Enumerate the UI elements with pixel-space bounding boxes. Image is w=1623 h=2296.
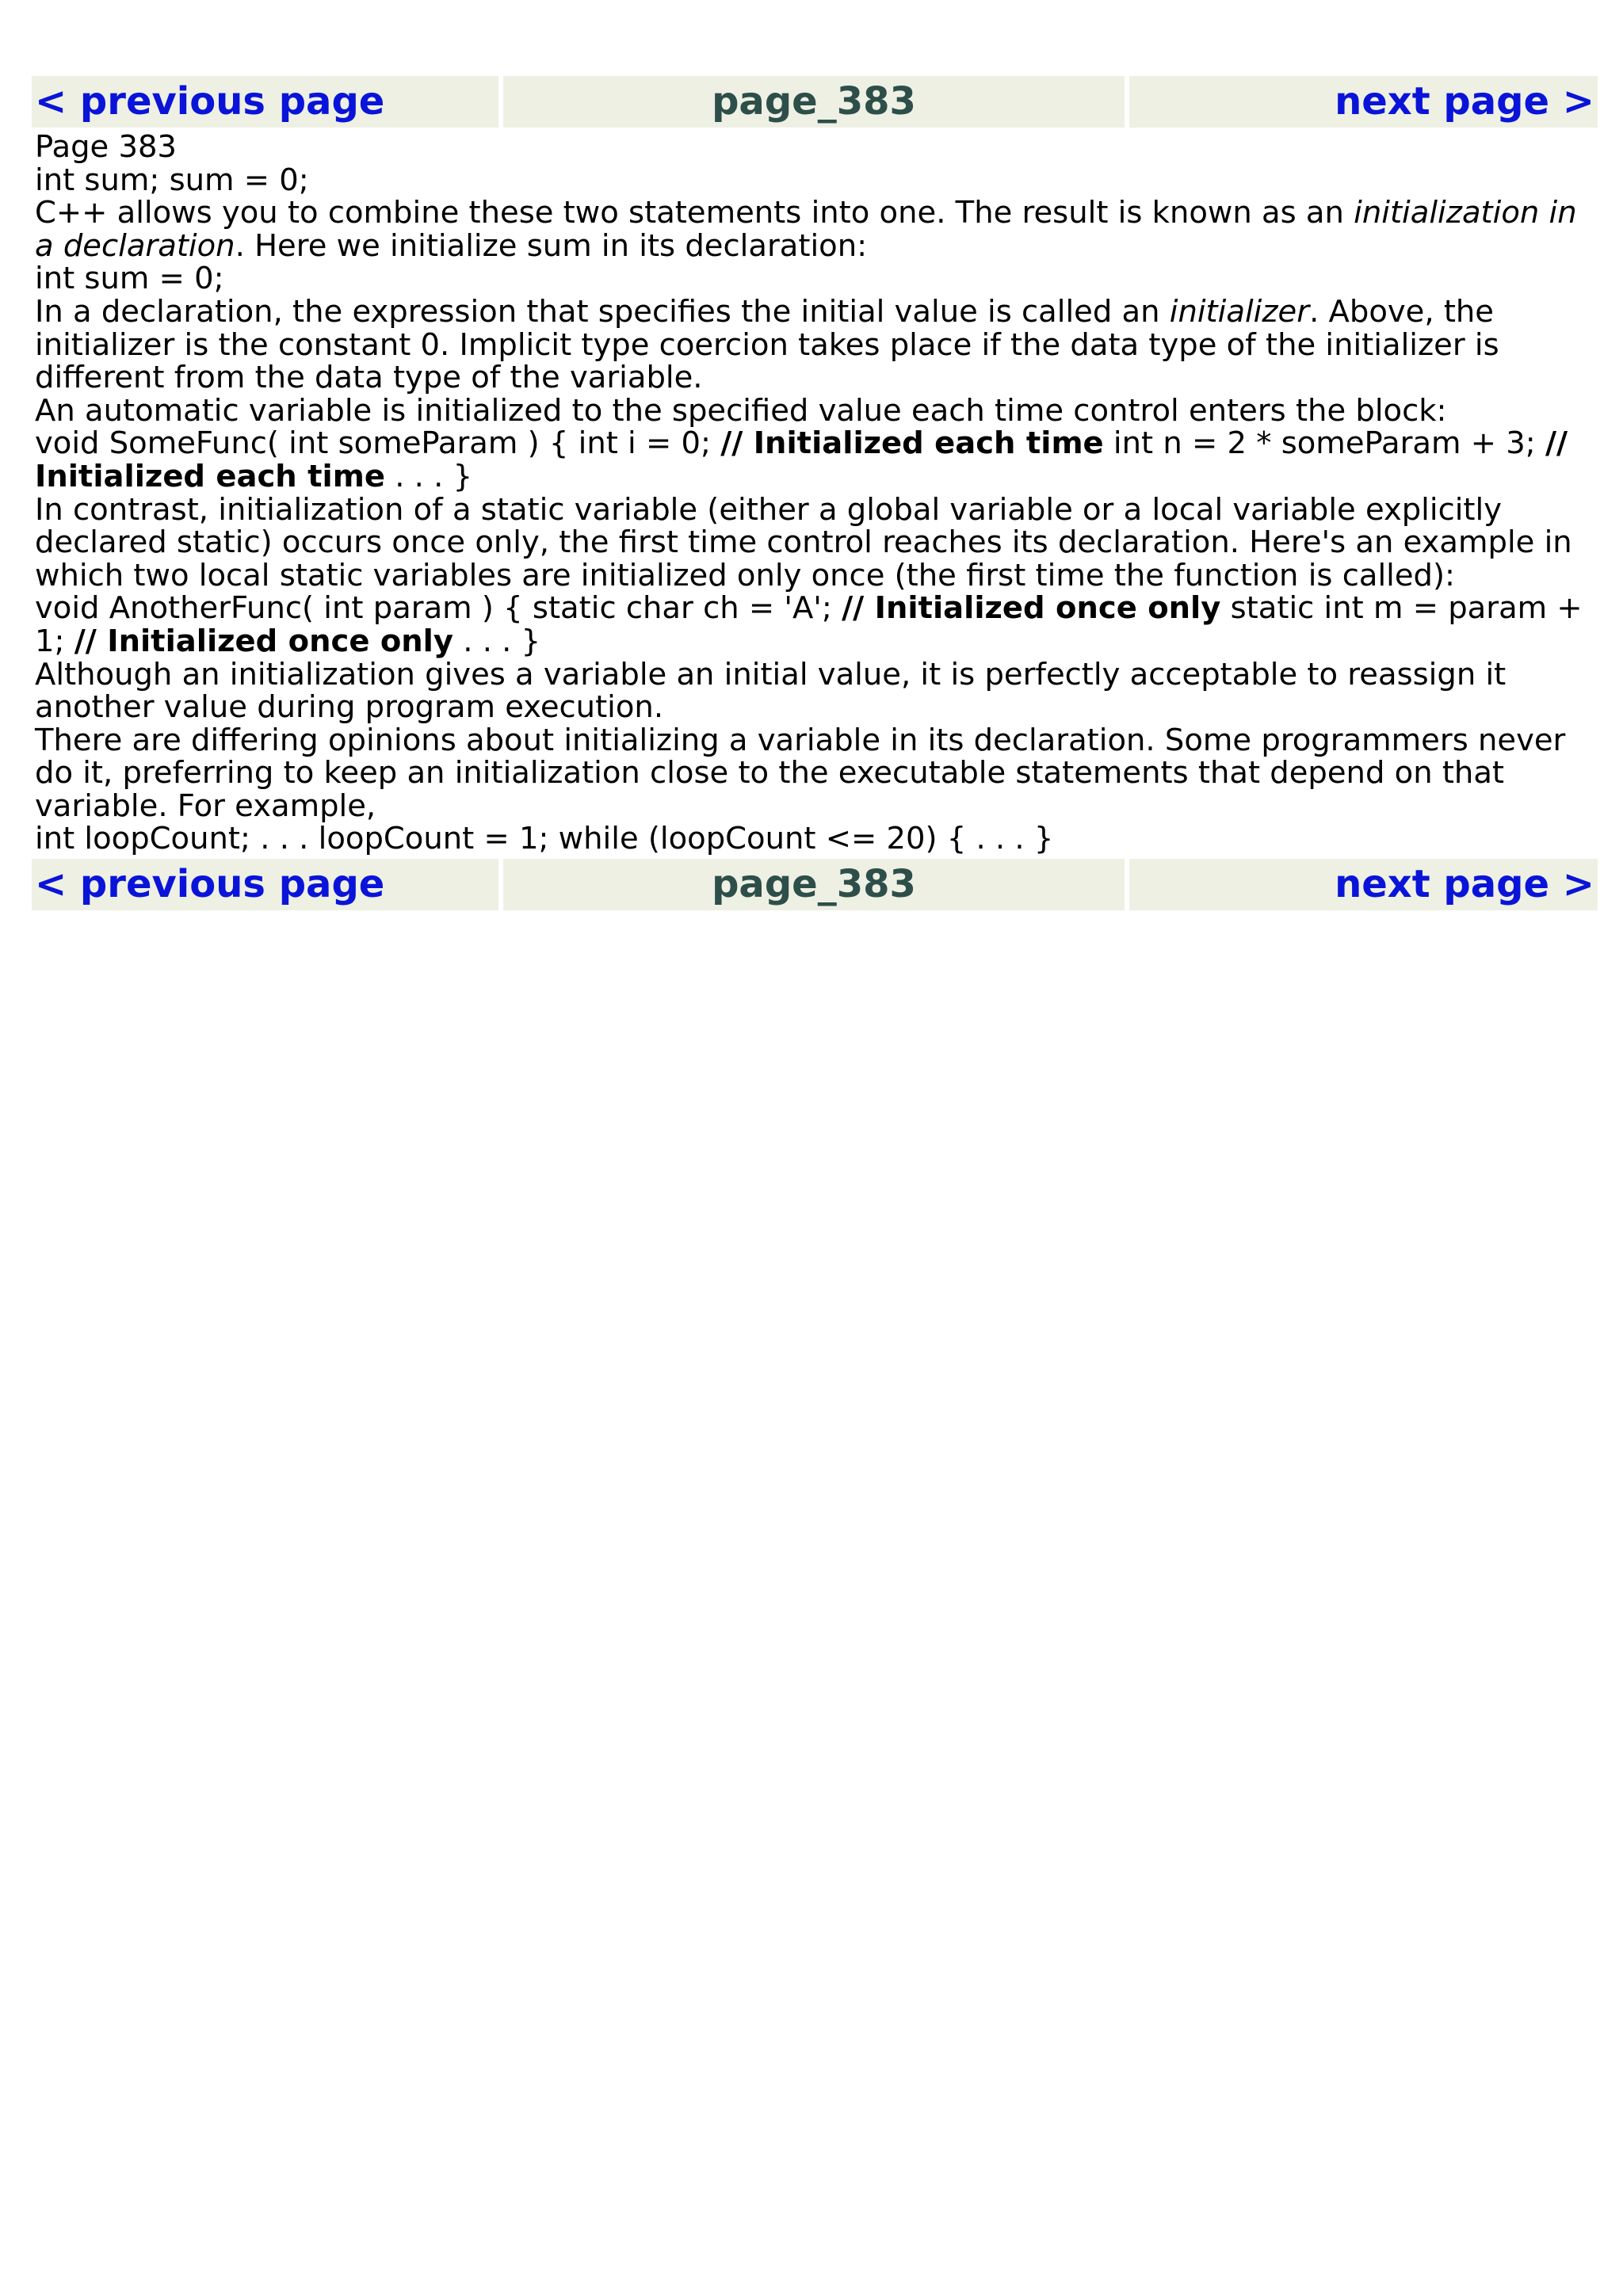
code-block-3: [35, 427, 1598, 493]
paragraph-6: There are differing opinions about initializing a variable in its declaration. Some programmers never do it, preferring to keep an initialization close to the executable statements that depend on that variable. For example,: [35, 722, 1566, 824]
next-page-link-top[interactable]: next page >: [1335, 79, 1594, 124]
paragraph-1: [35, 196, 1598, 262]
code-3-text-a: void SomeFunc( int someParam ) { int i = 0;: [35, 425, 721, 462]
code-4-text-a: void AnotherFunc( int param ) { static char ch = 'A';: [35, 590, 842, 627]
top-nav-next-cell: [1129, 76, 1598, 128]
next-page-link-bottom[interactable]: next page >: [1335, 862, 1594, 907]
paragraph-2: [35, 293, 1598, 396]
previous-page-link-top[interactable]: < previous page: [35, 79, 385, 124]
page-content: [32, 128, 1598, 859]
code-3-text-b: int n = 2 * someParam + 3;: [1103, 425, 1545, 462]
paragraph-3: An automatic variable is initialized to the specified value each time control enters the block:: [35, 392, 1447, 429]
top-nav-title-cell: [503, 76, 1125, 128]
bottom-nav-next-cell: [1129, 859, 1598, 910]
code-block-4: [35, 592, 1598, 658]
code-line-2: int sum = 0;: [35, 261, 224, 297]
bottom-nav-prev-cell: [32, 859, 498, 910]
paragraph-1-text-b: . Here we initialize sum in its declaration:: [235, 227, 868, 264]
code-4-text-b: static int m = param + 1;: [35, 590, 1583, 659]
code-3-comment-1: // Initialized each time: [720, 425, 1104, 462]
paragraph-5: Although an initialization gives a variable an initial value, it is perfectly acceptable to reassign it another value during program execution.: [35, 656, 1507, 726]
paragraph-1-term: initialization in a declaration: [35, 195, 1577, 264]
paragraph-2-term: initializer: [1169, 293, 1310, 330]
paragraph-1-text-a: C++ allows you to combine these two statements into one. The result is known as an: [35, 195, 1354, 231]
code-3-comment-2: // Initialized each time: [35, 425, 1568, 494]
paragraph-2-text-b: . Above, the initializer is the constant 0. Implicit type coercion takes place if the data type of the initializer is different from the data type of the variable.: [35, 293, 1499, 396]
page-number-label: Page 383: [35, 129, 177, 165]
code-4-comment-1: // Initialized once only: [842, 590, 1221, 627]
paragraph-2-text-a: In a declaration, the expression that specifies the initial value is called an: [35, 293, 1170, 330]
page-title-bottom: page_383: [712, 862, 916, 907]
code-4-comment-2: // Initialized once only: [74, 623, 453, 659]
top-nav-bar: [32, 76, 1598, 128]
code-line-5: int loopCount; . . . loopCount = 1; while (loopCount <= 20) { . . . }: [35, 821, 1054, 857]
page-title-top: page_383: [712, 79, 916, 124]
top-nav-prev-cell: [32, 76, 498, 128]
code-4-text-c: . . . }: [453, 623, 541, 659]
bottom-nav-bar: [32, 859, 1598, 910]
code-3-text-c: . . . }: [384, 458, 473, 494]
bottom-nav-title-cell: [503, 859, 1125, 910]
page: [32, 76, 1598, 910]
paragraph-4: In contrast, initialization of a static variable (either a global variable or a local variable explicitly declared static) occurs once only, the first time control reaches its declaration. Here's an example in which two local static variables are initialized only once (the first time the function is called):: [35, 491, 1572, 593]
code-line-1: int sum; sum = 0;: [35, 162, 309, 198]
previous-page-link-bottom[interactable]: < previous page: [35, 862, 385, 907]
